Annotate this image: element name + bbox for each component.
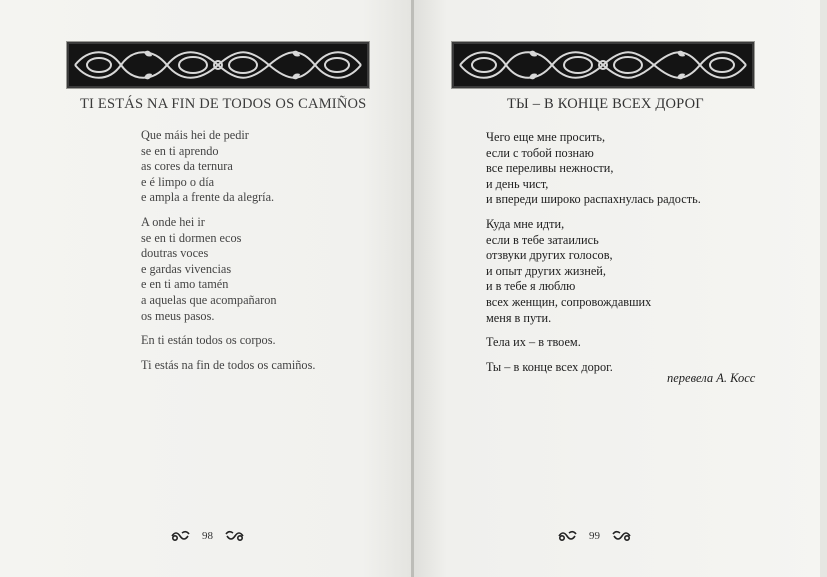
poem-line: doutras voces (141, 246, 209, 261)
poem-line: En ti están todos os corpos. (141, 333, 276, 348)
page-footer (557, 526, 632, 546)
poem-line: и в тебе я люблю (486, 279, 576, 294)
page-edge (820, 0, 827, 577)
poem-line: Куда мне идти, (486, 216, 565, 231)
floral-flourish-icon (610, 529, 632, 543)
floral-flourish-icon (223, 529, 245, 543)
knot-ornament-icon (67, 42, 369, 88)
poem-line: e ampla a frente da alegría. (141, 190, 275, 205)
poem-line: e é limpo o día (141, 174, 215, 189)
poem-line: se en ti aprendo (141, 143, 219, 158)
floral-flourish-icon (557, 529, 579, 543)
poem-line: Чего еще мне просить, (486, 130, 606, 144)
stanza (141, 128, 315, 206)
stanza (141, 358, 315, 374)
stanza (486, 217, 701, 326)
poem-line: меня в пути. (486, 310, 552, 325)
knot-ornament-icon (452, 42, 754, 88)
poem-line: a aquelas que acompañaron (141, 292, 277, 307)
poem-line: Ты – в конце всех дорог. (486, 359, 613, 374)
poem-text (141, 128, 315, 382)
poem-line: e en ti amo tamén (141, 277, 229, 292)
poem-line: e gardas vivencias (141, 261, 232, 276)
poem-line: A onde hei ir (141, 214, 205, 229)
poem-line: Ti estás na fin de todos os camiños. (141, 357, 316, 372)
poem-title: TI ESTÁS NA FIN DE TODOS OS CAMIÑOS (80, 96, 367, 112)
poem-line: всех женщин, сопровождавших (486, 294, 652, 309)
poem-title: ТЫ – В КОНЦЕ ВСЕХ ДОРОГ (507, 96, 704, 112)
poem-line: и впереди широко распахнулась радость. (486, 192, 701, 207)
poem-line: все переливы нежности, (486, 161, 614, 176)
poem-line: as cores da ternura (141, 159, 233, 174)
poem-line: Тела их – в твоем. (486, 335, 581, 350)
translator-credit: перевела А. Косс (667, 371, 756, 385)
page-footer (170, 526, 245, 546)
stanza (141, 215, 315, 324)
poem-line: если с тобой познаю (486, 145, 594, 160)
poem-line: se en ti dormen ecos (141, 230, 242, 245)
stanza (486, 335, 701, 351)
page-number: 99 (589, 530, 600, 542)
poem-line: Que máis hei de pedir (141, 128, 249, 142)
poem-text (486, 130, 701, 384)
poem-line: отзвуки других голосов, (486, 248, 613, 263)
right-page (414, 0, 827, 577)
stanza (141, 333, 315, 349)
page-number: 98 (202, 530, 213, 542)
floral-flourish-icon (170, 529, 192, 543)
stanza (486, 130, 701, 208)
poem-line: если в тебе затаились (486, 232, 599, 247)
poem-line: и день чист, (486, 176, 549, 191)
poem-line: os meus pasos. (141, 308, 215, 323)
poem-line: и опыт других жизней, (486, 263, 606, 278)
left-page (0, 0, 412, 577)
